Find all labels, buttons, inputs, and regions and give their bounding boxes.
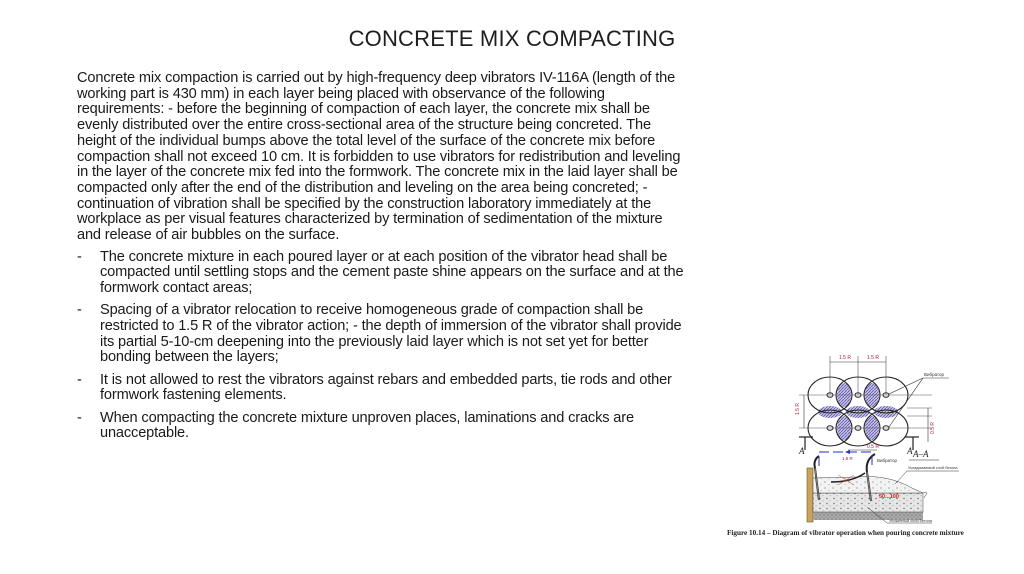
depth-label: 50...100 [879,494,899,500]
body-text [77,71,689,448]
dash-marker: - [77,371,82,388]
dash-marker: - [77,302,82,319]
dim-label: 0.5 R [867,444,879,450]
section-view [807,449,959,523]
dash-marker: - [77,248,82,265]
list-item [77,373,689,404]
plan-view [795,355,949,456]
dim-label: 1.5 R [867,355,879,361]
list-item-text: When compacting the concrete mixture unproven places, laminations and cracks are unacceptable. [100,409,634,442]
section-marker: A [799,446,805,456]
list-item [77,250,689,297]
section-title: A–A [913,449,929,459]
intro-paragraph: Concrete mix compaction is carried out by high-frequency deep vibrators IV-116A (length of the working part is 430 mm) in each layer being placed with observance of the following requirements: - before the beginning of compaction of each layer, the concrete mix shall be evenly distributed over the entire cross-sectional area of the structure being concreted. The height of the individual bumps above the total level of the surface of the concrete mix before compaction shall not exceed 10 cm. It is forbidden to use vibrators for redistribution and leveling in the layer of the concrete mix fed into the formwork. The concrete mix in the laid layer shall be compacted only after the end of the distribution and leveling on the area being concreted; - continuation of vibration shall be specified by the construction laboratory immediately at the workplace as per visual features characterized by termination of sedimentation of the mixture and release of air bubbles on the surface. [77,70,681,244]
vibrator-label: Вибратор [877,458,898,463]
vibrator-label: Вибратор [924,372,945,377]
dash-marker: - [77,409,82,426]
list-item-text: It is not allowed to rest the vibrators against rebars and embedded parts, tie rods and other formwork fastening elements. [100,371,672,404]
list-item-text: The concrete mixture in each poured layer or at each position of the vibrator head shall be compacted until settling stops and the cement paste shine appears on the surface and at the formwork contact areas; [100,248,684,297]
dim-label: 1.5 R [839,355,851,361]
upper-layer-label: Укладываемый слой бетона [908,466,958,470]
dim-label: 0.5 R [930,422,936,434]
requirements-list [77,250,689,442]
list-item-text: Spacing of a vibrator relocation to receive homogeneous grade of compaction shall be restricted to 1.5 R of the vibrator action; - the depth of immersion of the vibrator shall provide its partial 5-10-cm deepening into the previously laid layer which is not set yet for better bonding between the layers; [100,302,682,366]
vibrator-diagram [727,342,1017,527]
figure-caption: Figure 10.14 – Diagram of vibrator operation when pouring concrete mixture [727,529,964,537]
list-item [77,303,689,366]
slide-title: CONCRETE MIX COMPACTING [348,26,676,51]
formwork [807,468,813,522]
vibrator-diagram-figure [727,342,1017,542]
lower-layer-label: Уложенный слой бетона [889,519,932,523]
dim-label: 1.5 R [795,403,801,415]
section-marker: A [907,446,913,456]
move-label: 1.5 R [842,456,853,461]
list-item [77,411,689,442]
